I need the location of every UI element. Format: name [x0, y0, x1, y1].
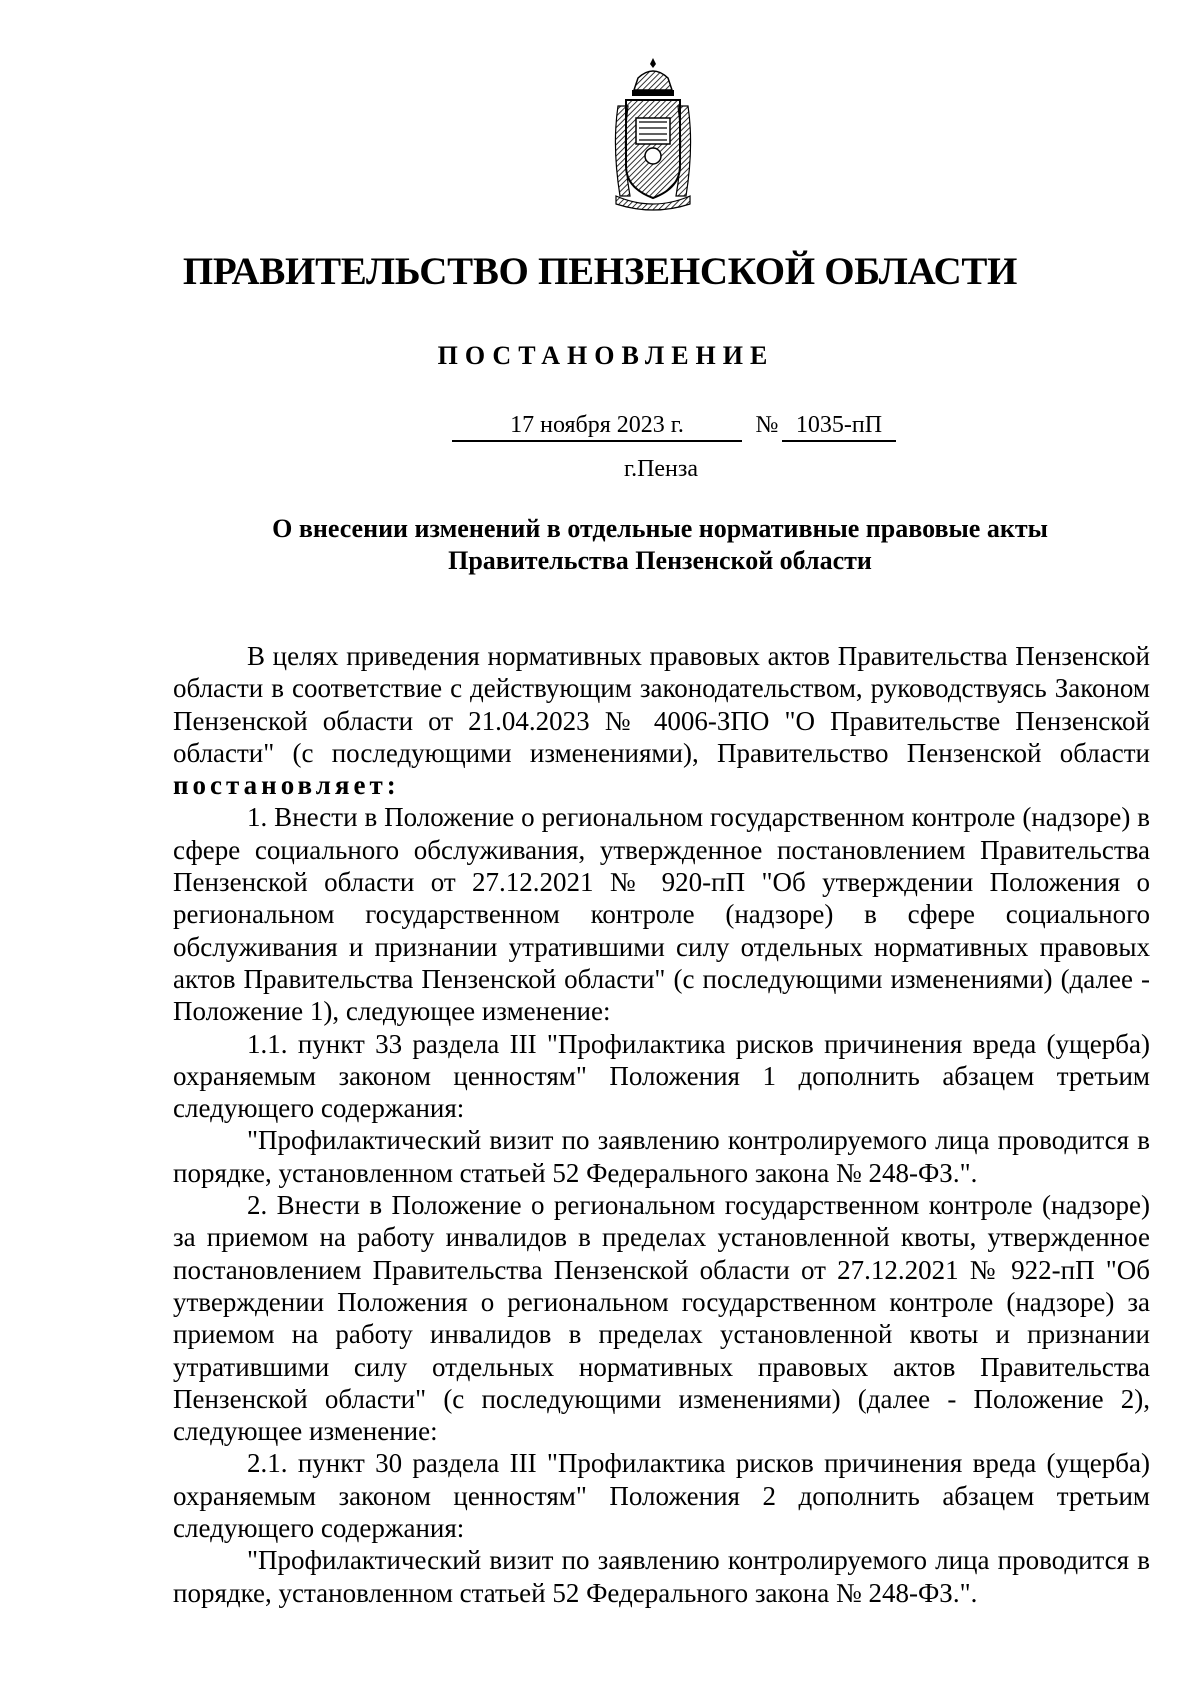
paragraph-2: 2. Внести в Положение о региональном государственном контроле (надзоре) за приемом на работу инвалидов в пределах установленной квоты, утвержденное постановлением Правительства Пензенской области от 27.12.2021 № 922-пП "Об утверждении Положения о региональном государственном контроле (надзоре) за приемом на работу инвалидов в пределах установленной квоты и признании утратившими силу отдельных нормативных правовых актов Правительства Пензенской области" (с последующими изменениями) (далее - Положение 2), следующее изменение:	[173, 1190, 1150, 1447]
organization-title: ПРАВИТЕЛЬСТВО ПЕНЗЕНСКОЙ ОБЛАСТИ	[182, 250, 1018, 293]
document-subject	[200, 513, 1120, 577]
document-number: 1035-пП	[782, 410, 896, 442]
subject-line-2: Правительства Пензенской области	[448, 546, 872, 575]
preamble-paragraph	[173, 640, 1150, 801]
paragraph-1-1: 1.1. пункт 33 раздела III "Профилактика рисков причинения вреда (ущерба) охраняемым законом ценностям" Положения 1 дополнить абзацем третьим следующего содержания:	[173, 1028, 1150, 1124]
paragraph-2-1: 2.1. пункт 30 раздела III "Профилактика рисков причинения вреда (ущерба) охраняемым законом ценностям" Положения 2 дополнить абзацем третьим следующего содержания:	[173, 1448, 1150, 1544]
paragraph-1-1-quote: "Профилактический визит по заявлению контролируемого лица проводится в порядке, установленном статьей 52 Федерального закона № 248-ФЗ.".	[173, 1125, 1150, 1188]
number-sign: №	[755, 412, 779, 438]
document-city: г.Пенза	[623, 456, 699, 482]
document-body	[173, 640, 1150, 1609]
document-date: 17 ноября 2023 г.	[452, 410, 742, 442]
document-type: ПОСТАНОВЛЕНИЕ	[437, 341, 775, 370]
preamble-text: В целях приведения нормативных правовых актов Правительства Пензенской области в соответствие с действующим законодательством, руководствуясь Законом Пензенской области от 21.04.2023 № 4006-ЗПО "О Правительстве Пензенской области" (с последующими изменениями), Правительство Пензенской области	[173, 641, 1150, 768]
paragraph-1: 1. Внести в Положение о региональном государственном контроле (надзоре) в сфере социального обслуживания, утвержденное постановлением Правительства Пензенской области от 27.12.2021 № 920-пП "Об утверждении Положения о региональном государственном контроле (надзоре) в сфере социального обслуживания и признании утратившими силу отдельных нормативных правовых актов Правительства Пензенской области" (с последующими изменениями) (далее - Положение 1), следующее изменение:	[173, 802, 1150, 1027]
subject-line-1: О внесении изменений в отдельные нормативные правовые акты	[272, 514, 1048, 543]
decree-word: постановляет:	[173, 770, 400, 801]
coat-of-arms-emblem-icon	[608, 56, 698, 212]
paragraph-2-1-quote: "Профилактический визит по заявлению контролируемого лица проводится в порядке, установленном статьей 52 Федерального закона № 248-ФЗ.".	[173, 1545, 1150, 1608]
